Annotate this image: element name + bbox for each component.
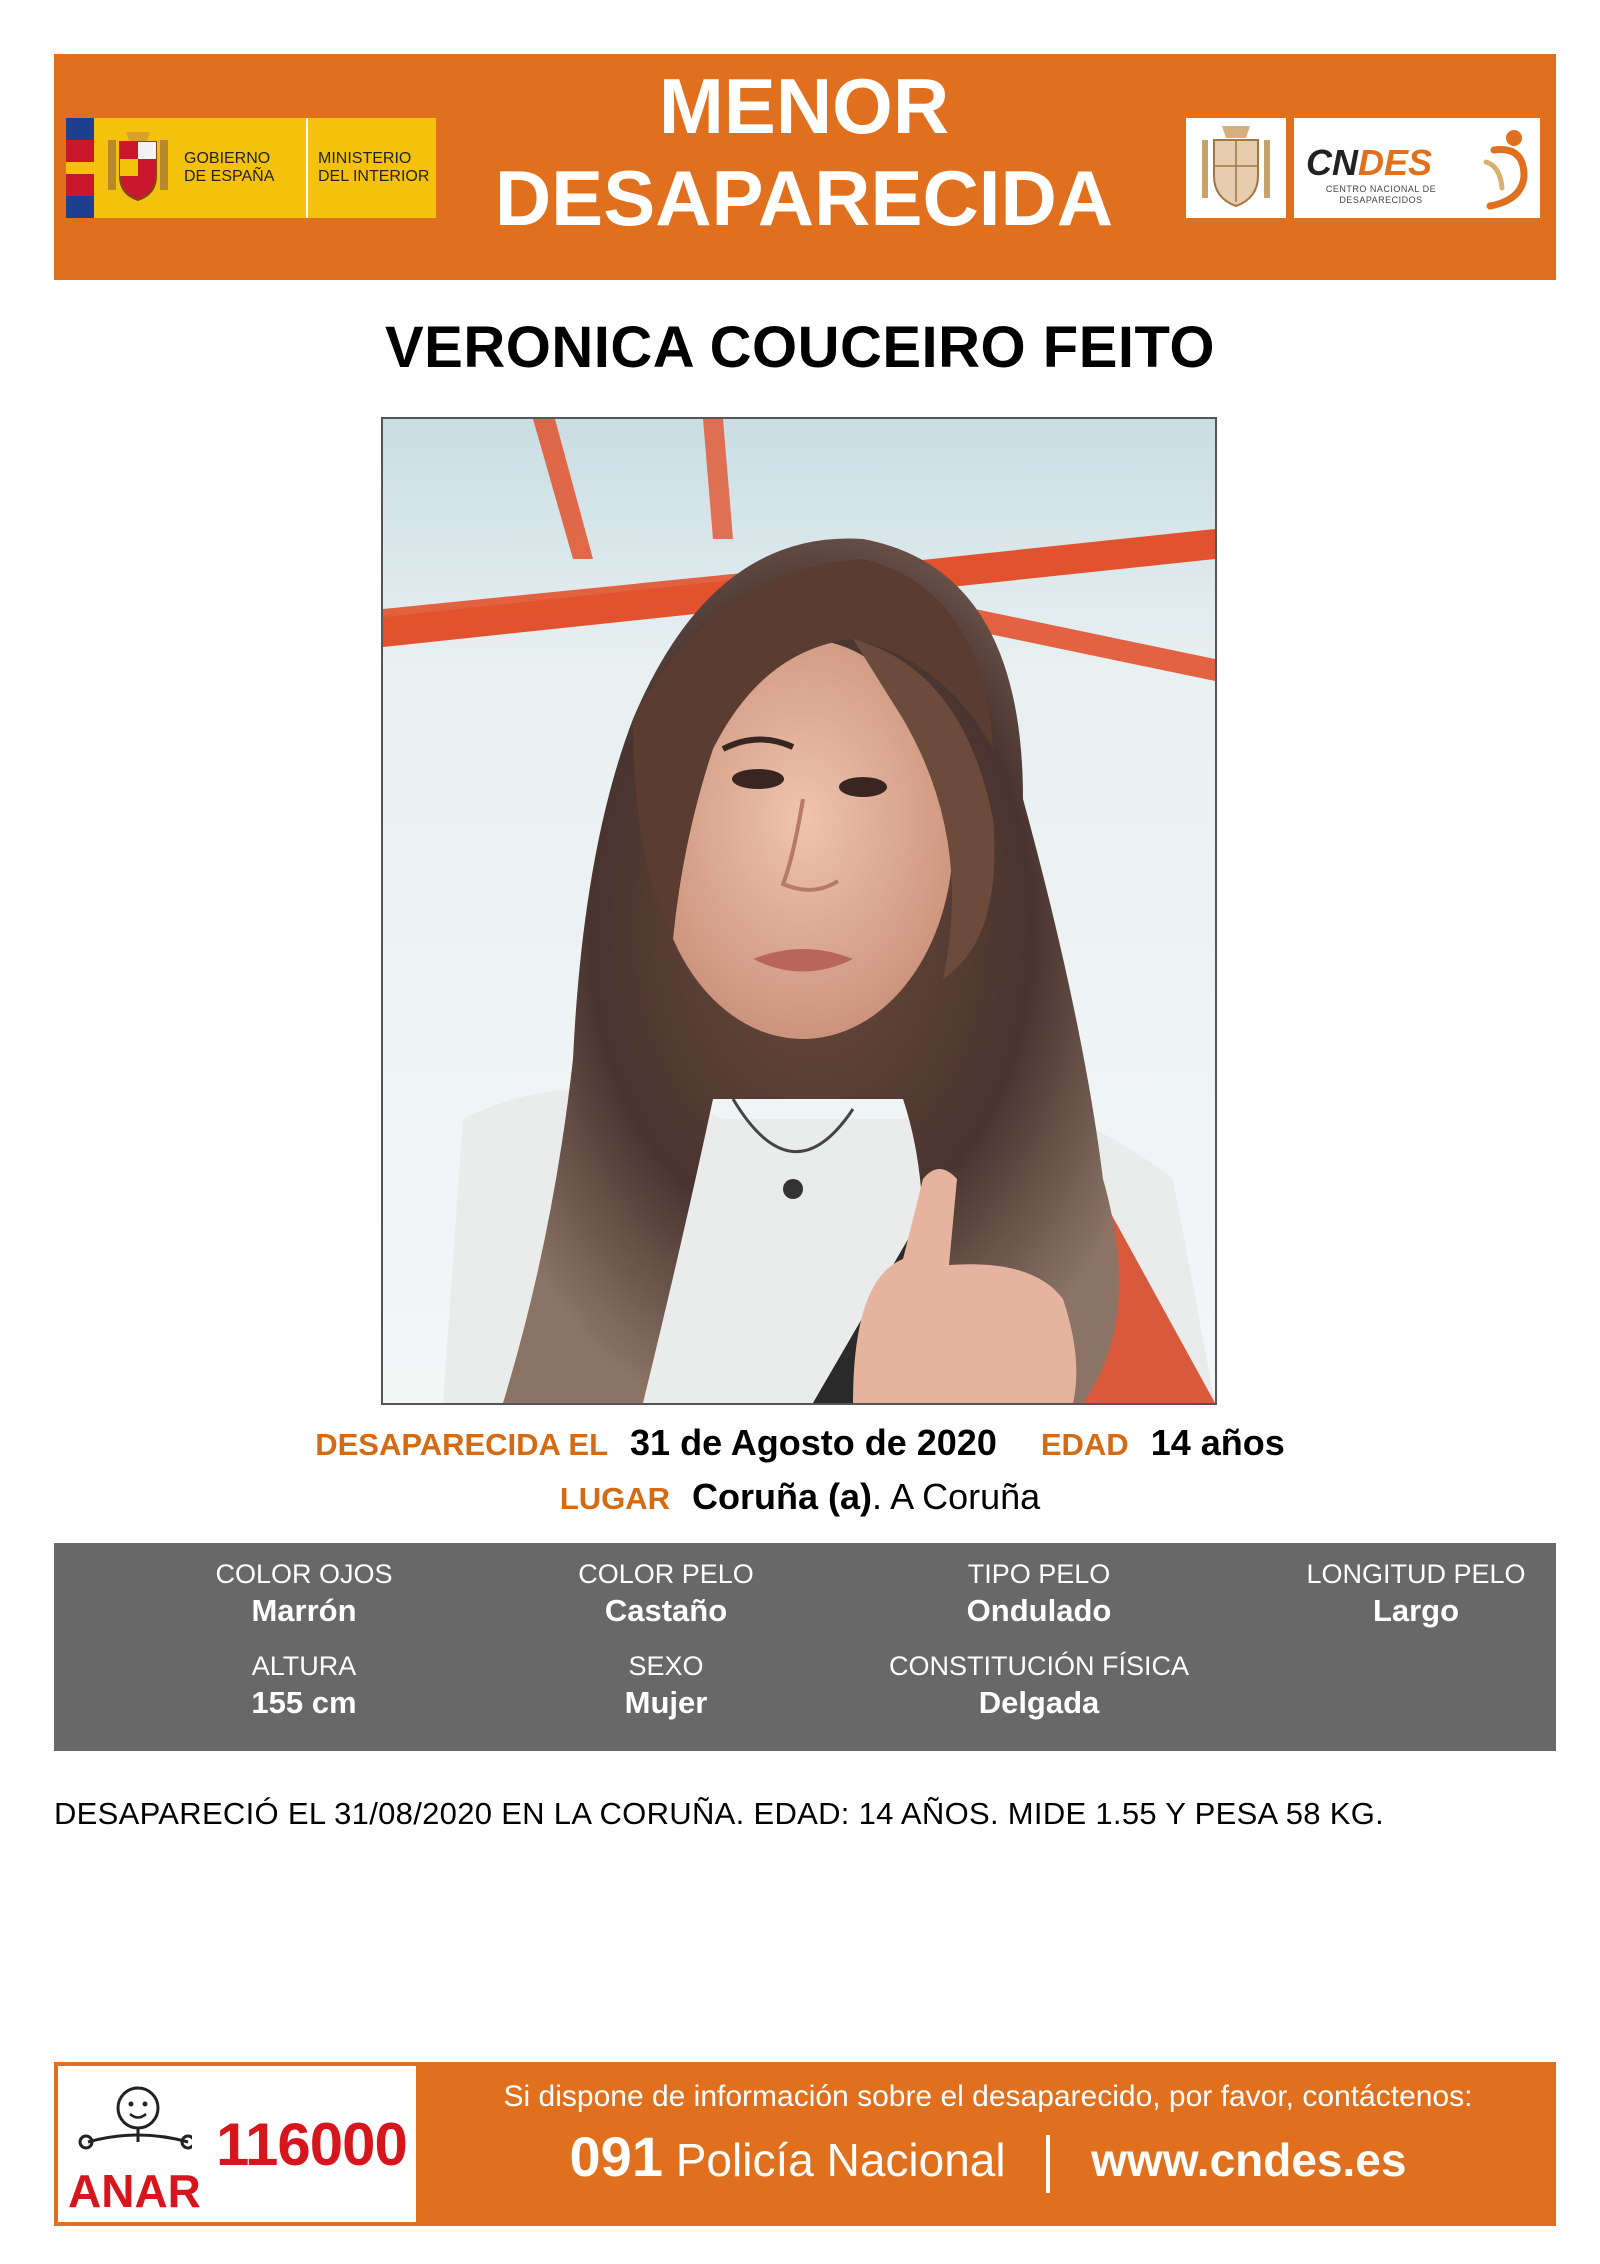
title-line-1: MENOR (658, 62, 950, 150)
divider (1046, 2135, 1050, 2193)
place-value-bold: Coruña (a) (692, 1476, 873, 1517)
attr-value: Delgada (978, 1685, 1100, 1720)
age-label: EDAD (1040, 1427, 1129, 1462)
attr-label: ALTURA (251, 1651, 357, 1681)
spain-coat-of-arms-icon (106, 130, 170, 206)
attr-value: Castaño (604, 1593, 728, 1628)
attr-color-pelo (496, 1557, 836, 1631)
portrait-image (383, 419, 1215, 1403)
anar-wordmark: ANAR (68, 2165, 201, 2217)
coat-of-arms-icon (1186, 118, 1286, 218)
missing-date-label: DESAPARECIDA EL (315, 1427, 609, 1462)
header-banner (54, 54, 1556, 280)
cndes-subtitle: CENTRO NACIONAL DE DESAPARECIDOS (1325, 184, 1437, 205)
anar-logo (58, 2066, 416, 2222)
place-line (0, 1476, 1600, 1518)
gobierno-ministerio-logo (66, 118, 436, 218)
attr-label: LONGITUD PELO (1306, 1559, 1526, 1589)
place-value-rest: . A Coruña (872, 1476, 1041, 1517)
person-photo (381, 417, 1217, 1405)
website-link[interactable]: www.cndes.es (1091, 2134, 1407, 2186)
attr-label: CONSTITUCIÓN FÍSICA (888, 1651, 1189, 1681)
missing-date-value: 31 de Agosto de 2020 (630, 1422, 997, 1463)
cndes-shield-box (1186, 118, 1286, 218)
person-name: VERONICA COUCEIRO FEITO (384, 315, 1215, 380)
gobierno-text: GOBIERNO DE ESPAÑA (184, 150, 275, 185)
attr-longitud-pelo (1246, 1557, 1586, 1631)
contact-line (420, 2124, 1556, 2193)
contact-message: Si dispone de información sobre el desaparecido, por favor, contáctenos: (503, 2080, 1473, 2113)
attr-color-ojos (134, 1557, 474, 1631)
description-text: DESAPARECIÓ EL 31/08/2020 EN LA CORUÑA. EDAD: 14 AÑOS. MIDE 1.55 Y PESA 58 KG. (54, 1796, 1385, 1831)
cndes-wordmark (1306, 142, 1432, 184)
attr-value: Mujer (624, 1685, 708, 1720)
attr-tipo-pelo (869, 1557, 1209, 1631)
place-label: LUGAR (559, 1481, 671, 1516)
attributes-table (54, 1543, 1556, 1751)
attr-label: COLOR PELO (578, 1559, 754, 1589)
cndes-wordmark-box (1294, 118, 1540, 218)
age-value: 14 años (1150, 1422, 1285, 1463)
cndes-cn: CN (1306, 142, 1358, 183)
banner-title (414, 60, 1194, 244)
anar-phone-number: 116000 (216, 2111, 407, 2178)
attr-label: COLOR OJOS (215, 1559, 393, 1589)
anar-child-icon (72, 2080, 192, 2170)
logo-divider (306, 118, 308, 218)
attr-value: 155 cm (251, 1685, 357, 1720)
cndes-des: DES (1358, 142, 1433, 183)
attr-sexo (496, 1649, 836, 1723)
ministerio-text: MINISTERIO DEL INTERIOR (318, 150, 430, 185)
cndes-logo (1186, 118, 1540, 218)
attr-altura (134, 1649, 474, 1723)
attr-value: Largo (1372, 1593, 1460, 1628)
attr-value: Ondulado (966, 1593, 1112, 1628)
title-line-2: DESAPARECIDA (494, 154, 1114, 242)
missing-date-age-line (0, 1422, 1600, 1464)
attr-label: SEXO (628, 1651, 704, 1681)
attr-label: TIPO PELO (967, 1559, 1111, 1589)
police-agency: Policía Nacional (675, 2134, 1006, 2186)
attr-value: Marrón (251, 1593, 357, 1628)
spain-flag-stripe (66, 118, 94, 218)
police-phone-number: 091 (569, 2125, 663, 2188)
cndes-figure-icon (1464, 126, 1534, 210)
contact-footer (54, 2062, 1556, 2226)
attr-constitucion (819, 1649, 1259, 1723)
